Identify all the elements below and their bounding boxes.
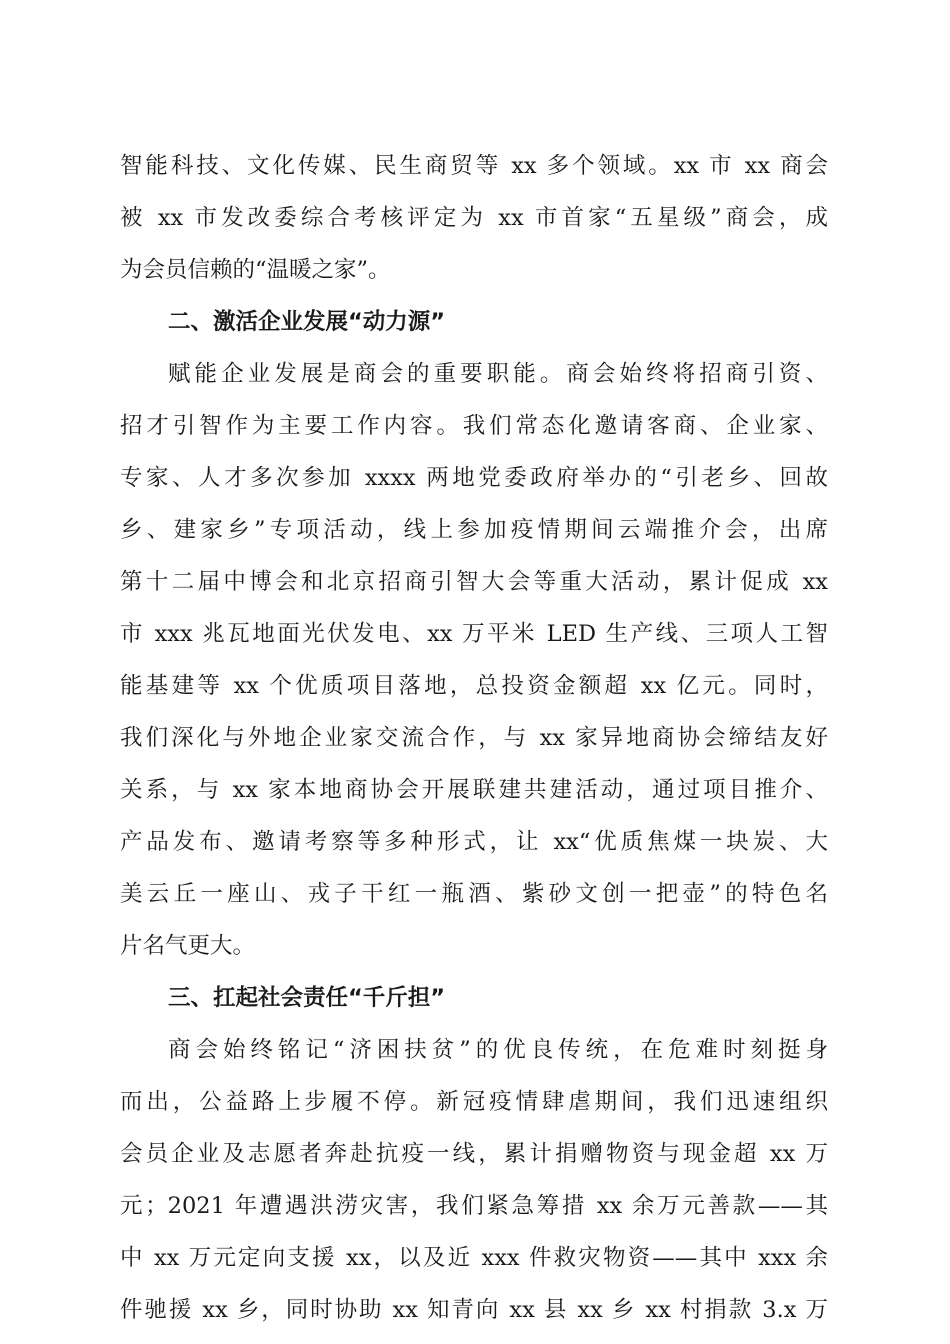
section-two-paragraph [120, 348, 828, 972]
section-two-heading: 二、激活企业发展“动力源” [168, 309, 446, 335]
document-body [120, 140, 828, 1336]
paragraph-intro [120, 140, 828, 296]
text-line: 中 xx 万元定向支援 xx，以及近 xxx 件救灾物资——其中 xxx 余 [120, 1245, 828, 1271]
text-line: 商会始终铭记“济困扶贫”的优良传统，在危难时刻挺身 [168, 1037, 828, 1063]
text-line: 招才引智作为主要工作内容。我们常态化邀请客商、企业家、 [120, 413, 828, 439]
text-line: 乡、建家乡”专项活动，线上参加疫情期间云端推介会，出席 [120, 517, 828, 543]
text-line: 市 xxx 兆瓦地面光伏发电、xx 万平米 LED 生产线、三项人工智 [120, 621, 828, 647]
text-line: 关系，与 xx 家本地商协会开展联建共建活动，通过项目推介、 [120, 777, 828, 803]
text-line: 赋能企业发展是商会的重要职能。商会始终将招商引资、 [168, 361, 828, 387]
text-line: 件驰援 xx 乡，同时协助 xx 知青向 xx 县 xx 乡 xx 村捐款 3.x 万 [120, 1297, 828, 1323]
text-line: 被 xx 市发改委综合考核评定为 xx 市首家“五星级”商会，成 [120, 205, 828, 231]
text-line: 第十二届中博会和北京招商引智大会等重大活动，累计促成 xx [120, 569, 828, 595]
text-line: 产品发布、邀请考察等多种形式，让 xx“优质焦煤一块炭、大 [120, 829, 828, 855]
text-line: 美云丘一座山、戎子干红一瓶酒、紫砂文创一把壶”的特色名 [120, 881, 828, 907]
text-line: 会员企业及志愿者奔赴抗疫一线，累计捐赠物资与现金超 xx 万 [120, 1141, 828, 1167]
text-line: 我们深化与外地企业家交流合作，与 xx 家异地商协会缔结友好 [120, 725, 828, 751]
text-line: 专家、人才多次参加 xxxx 两地党委政府举办的“引老乡、回故 [120, 465, 828, 491]
text-line: 能基建等 xx 个优质项目落地，总投资金额超 xx 亿元。同时， [120, 673, 828, 699]
section-three-paragraph [120, 1024, 828, 1336]
text-line: 片名气更大。 [120, 933, 256, 959]
section-three-heading: 三、扛起社会责任“千斤担” [168, 985, 446, 1011]
text-line: 元；2021 年遭遇洪涝灾害，我们紧急筹措 xx 余万元善款——其 [120, 1193, 828, 1219]
text-line: 而出，公益路上步履不停。新冠疫情肆虐期间，我们迅速组织 [120, 1089, 828, 1115]
text-line: 智能科技、文化传媒、民生商贸等 xx 多个领域。xx 市 xx 商会 [120, 153, 828, 179]
text-line: 为会员信赖的“温暖之家”。 [120, 257, 391, 283]
